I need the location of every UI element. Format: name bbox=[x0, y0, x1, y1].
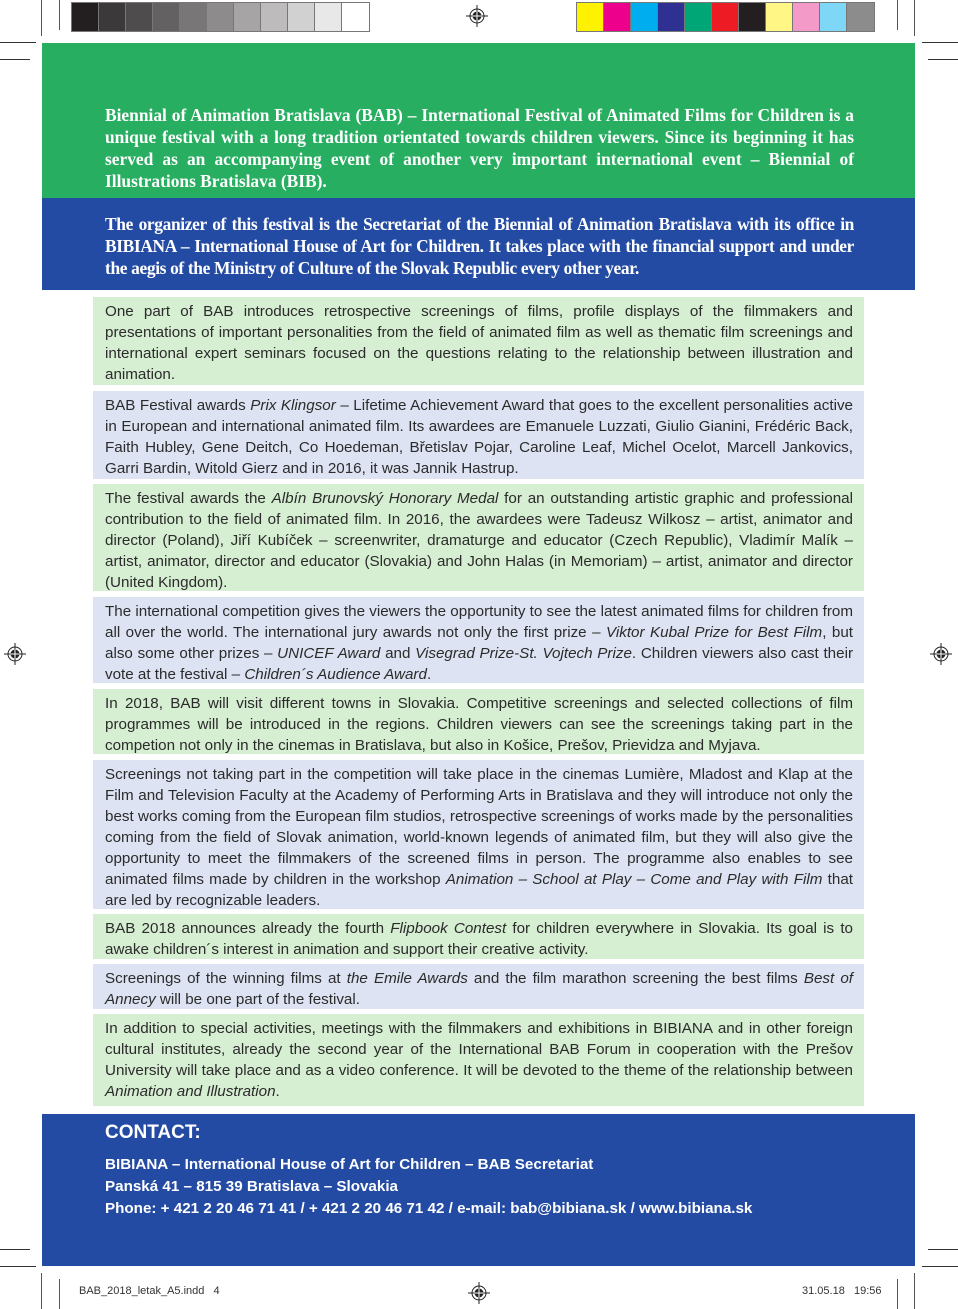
color-swatch bbox=[712, 3, 739, 31]
color-swatch bbox=[288, 3, 315, 31]
section-text: that are led by recognizable leaders. bbox=[105, 871, 853, 909]
organizer-blue-banner bbox=[42, 198, 915, 290]
award-name: Albín Brunovský Honorary Medal bbox=[271, 490, 499, 507]
organizer-paragraph: The organizer of this festival is the Secretariat of the Biennial of Animation Bratislava with its office in BIBIANA – International House of Art for Children. It takes place with the financial support and under the aegis of the Ministry of Culture of the Slovak Republic every other year. bbox=[105, 214, 854, 278]
section-prix-klingsor bbox=[93, 391, 864, 479]
color-swatch bbox=[739, 3, 766, 31]
crop-mark bbox=[914, 1273, 915, 1309]
contact-title: CONTACT: bbox=[105, 1122, 201, 1143]
section-text: Screenings not taking part in the competition will take place in the cinemas Lumière, Mladost and Klap at the Film and Television Faculty at the Academy of Performing Arts in Bratislava and they will introduce not only the best works coming from the European film studios, retrospective screenings of works made by the personalities coming from the field of Slovak animation, world-known legends of animated film, but they will also give the opportunity to meet the filmmakers of the screened films in person. The programme also enables to see animated films made by children in the workshop bbox=[105, 766, 853, 888]
intro-paragraph: Biennial of Animation Bratislava (BAB) – International Festival of Animated Films for Children is a unique festival with a long tradition orientated towards children viewers. Since its beginning it has served as an accompanying event of another very important international event – Biennial of Illustrations Bratislava (BIB). bbox=[105, 105, 854, 191]
crop-mark bbox=[0, 1249, 30, 1250]
contest-name: Flipbook Contest bbox=[390, 920, 507, 937]
registration-mark-icon bbox=[930, 643, 952, 665]
section-text: BAB 2018 announces already the fourth bbox=[105, 920, 391, 937]
award-name: Prix Klingsor bbox=[250, 397, 336, 414]
section-text: In 2018, BAB will visit different towns in Slovakia. Competitive screenings and selected collections of film programmes will be introduced in the regions. Children viewers can see the screenings taking part in the competion not only in the cinemas in Bratislava, but also in Košice, Prešov, Prievidza and Myjava. bbox=[105, 695, 853, 754]
contact-organization: BIBIANA – International House of Art for Children – BAB Secretariat bbox=[105, 1156, 594, 1173]
section-text: , but also some other prizes – bbox=[105, 624, 853, 662]
color-swatch bbox=[126, 3, 153, 31]
crop-mark bbox=[897, 1279, 898, 1309]
section-towns bbox=[93, 689, 864, 754]
contact-section bbox=[42, 1114, 915, 1266]
crop-mark bbox=[0, 1266, 36, 1267]
color-swatch bbox=[72, 3, 99, 31]
crop-mark bbox=[928, 59, 958, 60]
intro-green-banner bbox=[42, 43, 915, 198]
program-name: Best of Annecy bbox=[105, 970, 853, 1008]
award-name: Children´s Audience Award bbox=[244, 666, 427, 683]
section-text: One part of BAB introduces retrospective screenings of films, profile displays of the filmmakers and presentations of important personalities from the field of animated film as well as thematic film screenings and international expert seminars focused on the questions relating to the relationship between illustration and animation. bbox=[105, 303, 853, 383]
color-swatch bbox=[820, 3, 847, 31]
color-swatch bbox=[153, 3, 180, 31]
section-text: will be one part of the festival. bbox=[155, 991, 360, 1008]
crop-mark bbox=[59, 1279, 60, 1309]
color-swatch bbox=[180, 3, 207, 31]
section-emile bbox=[93, 964, 864, 1009]
award-name: the Emile Awards bbox=[346, 970, 468, 987]
award-name: Visegrad Prize-St. Vojtech Prize bbox=[415, 645, 632, 662]
color-swatch bbox=[685, 3, 712, 31]
section-text: and bbox=[380, 645, 416, 662]
section-flipbook bbox=[93, 914, 864, 959]
color-swatch bbox=[604, 3, 631, 31]
contact-phone-email-web: Phone: + 421 2 20 46 71 41 / + 421 2 20 46 71 42 / e-mail: bab@bibiana.sk / www.bibiana.sk bbox=[105, 1200, 753, 1217]
section-text: for children everywhere in Slovakia. Its goal is to awake children´s interest in animation and support their creative activity. bbox=[105, 920, 853, 958]
color-swatch bbox=[261, 3, 288, 31]
color-swatch bbox=[234, 3, 261, 31]
section-retrospective bbox=[93, 297, 864, 385]
section-text: In addition to special activities, meetings with the filmmakers and exhibitions in BIBIANA and in other foreign cultural institutes, already the second year of the International BAB Forum in cooperation with the Prešov University will take place and as a video conference. It will be devoted to the theme of the relationship between bbox=[105, 1020, 853, 1079]
award-name: UNICEF Award bbox=[277, 645, 381, 662]
crop-mark bbox=[914, 0, 915, 36]
section-text: and the film marathon screening the best films bbox=[467, 970, 804, 987]
award-name: Viktor Kubal Prize for Best Film bbox=[606, 624, 823, 641]
crop-mark bbox=[897, 0, 898, 30]
workshop-name: Animation – School at Play – Come and Play with Film bbox=[445, 871, 823, 888]
slug-filename: BAB_2018_letak_A5.indd 4 bbox=[79, 1285, 220, 1297]
color-swatch bbox=[99, 3, 126, 31]
section-competition bbox=[93, 597, 864, 683]
color-swatch bbox=[315, 3, 342, 31]
section-text: for an outstanding artistic graphic and professional contribution to the field of animated film. In 2016, the awardees were Tadeusz Wilkosz – artist, animator and director (Poland), Jiří Kubíček – screenwriter, dramaturge and educator (Czech Republic), Vladimír Malík – artist, animator, director and educator (Slovakia) and John Halas (in Memoriam) – artist, animator and director (United Kingdom). bbox=[105, 490, 853, 591]
registration-mark-icon bbox=[468, 1282, 490, 1304]
section-non-competition bbox=[93, 760, 864, 909]
crop-mark bbox=[922, 42, 958, 43]
section-text: The festival awards the bbox=[105, 490, 272, 507]
registration-mark-icon bbox=[466, 5, 488, 27]
color-swatch bbox=[577, 3, 604, 31]
cmyk-color-bar bbox=[576, 2, 875, 32]
section-text: . Children viewers also cast their vote at the festival – bbox=[105, 645, 853, 683]
crop-mark bbox=[928, 1249, 958, 1250]
section-text: Screenings of the winning films at bbox=[105, 970, 347, 987]
crop-mark bbox=[0, 59, 30, 60]
grayscale-color-bar bbox=[71, 2, 370, 32]
registration-mark-icon bbox=[4, 643, 26, 665]
slug-datetime: 31.05.18 19:56 bbox=[802, 1285, 882, 1297]
section-text: . bbox=[426, 666, 432, 683]
color-swatch bbox=[847, 3, 874, 31]
section-brunovsky-medal bbox=[93, 484, 864, 591]
crop-mark bbox=[59, 0, 60, 30]
color-swatch bbox=[342, 3, 369, 31]
crop-mark bbox=[41, 0, 42, 36]
color-swatch bbox=[658, 3, 685, 31]
color-swatch bbox=[793, 3, 820, 31]
section-text: . bbox=[275, 1083, 280, 1100]
section-text: The international competition gives the viewers the opportunity to see the latest animated films for children from all over the world. The international jury awards not only the first prize – bbox=[105, 603, 853, 641]
contact-address: Panská 41 – 815 39 Bratislava – Slovakia bbox=[105, 1178, 398, 1195]
color-swatch bbox=[207, 3, 234, 31]
color-swatch bbox=[766, 3, 793, 31]
section-forum bbox=[93, 1014, 864, 1106]
section-text: – Lifetime Achievement Award that goes to the excellent personalities active in European and international animated film. Its awardees are Emanuele Luzzati, Giulio Gianini, Frédéric Back, Faith Hubley, Gene Deitch, Co Hoedeman, Břetislav Pojar, Caroline Leaf, Michel Ocelot, Marcell Jankovics, Garri Bardin, Witold Gierz and in 2016, it was Jannik Hastrup. bbox=[105, 397, 853, 477]
crop-mark bbox=[922, 1266, 958, 1267]
crop-mark bbox=[0, 42, 36, 43]
color-swatch bbox=[631, 3, 658, 31]
section-text: BAB Festival awards bbox=[105, 397, 251, 414]
theme-name: Animation and Illustration bbox=[105, 1083, 276, 1100]
crop-mark bbox=[41, 1273, 42, 1309]
